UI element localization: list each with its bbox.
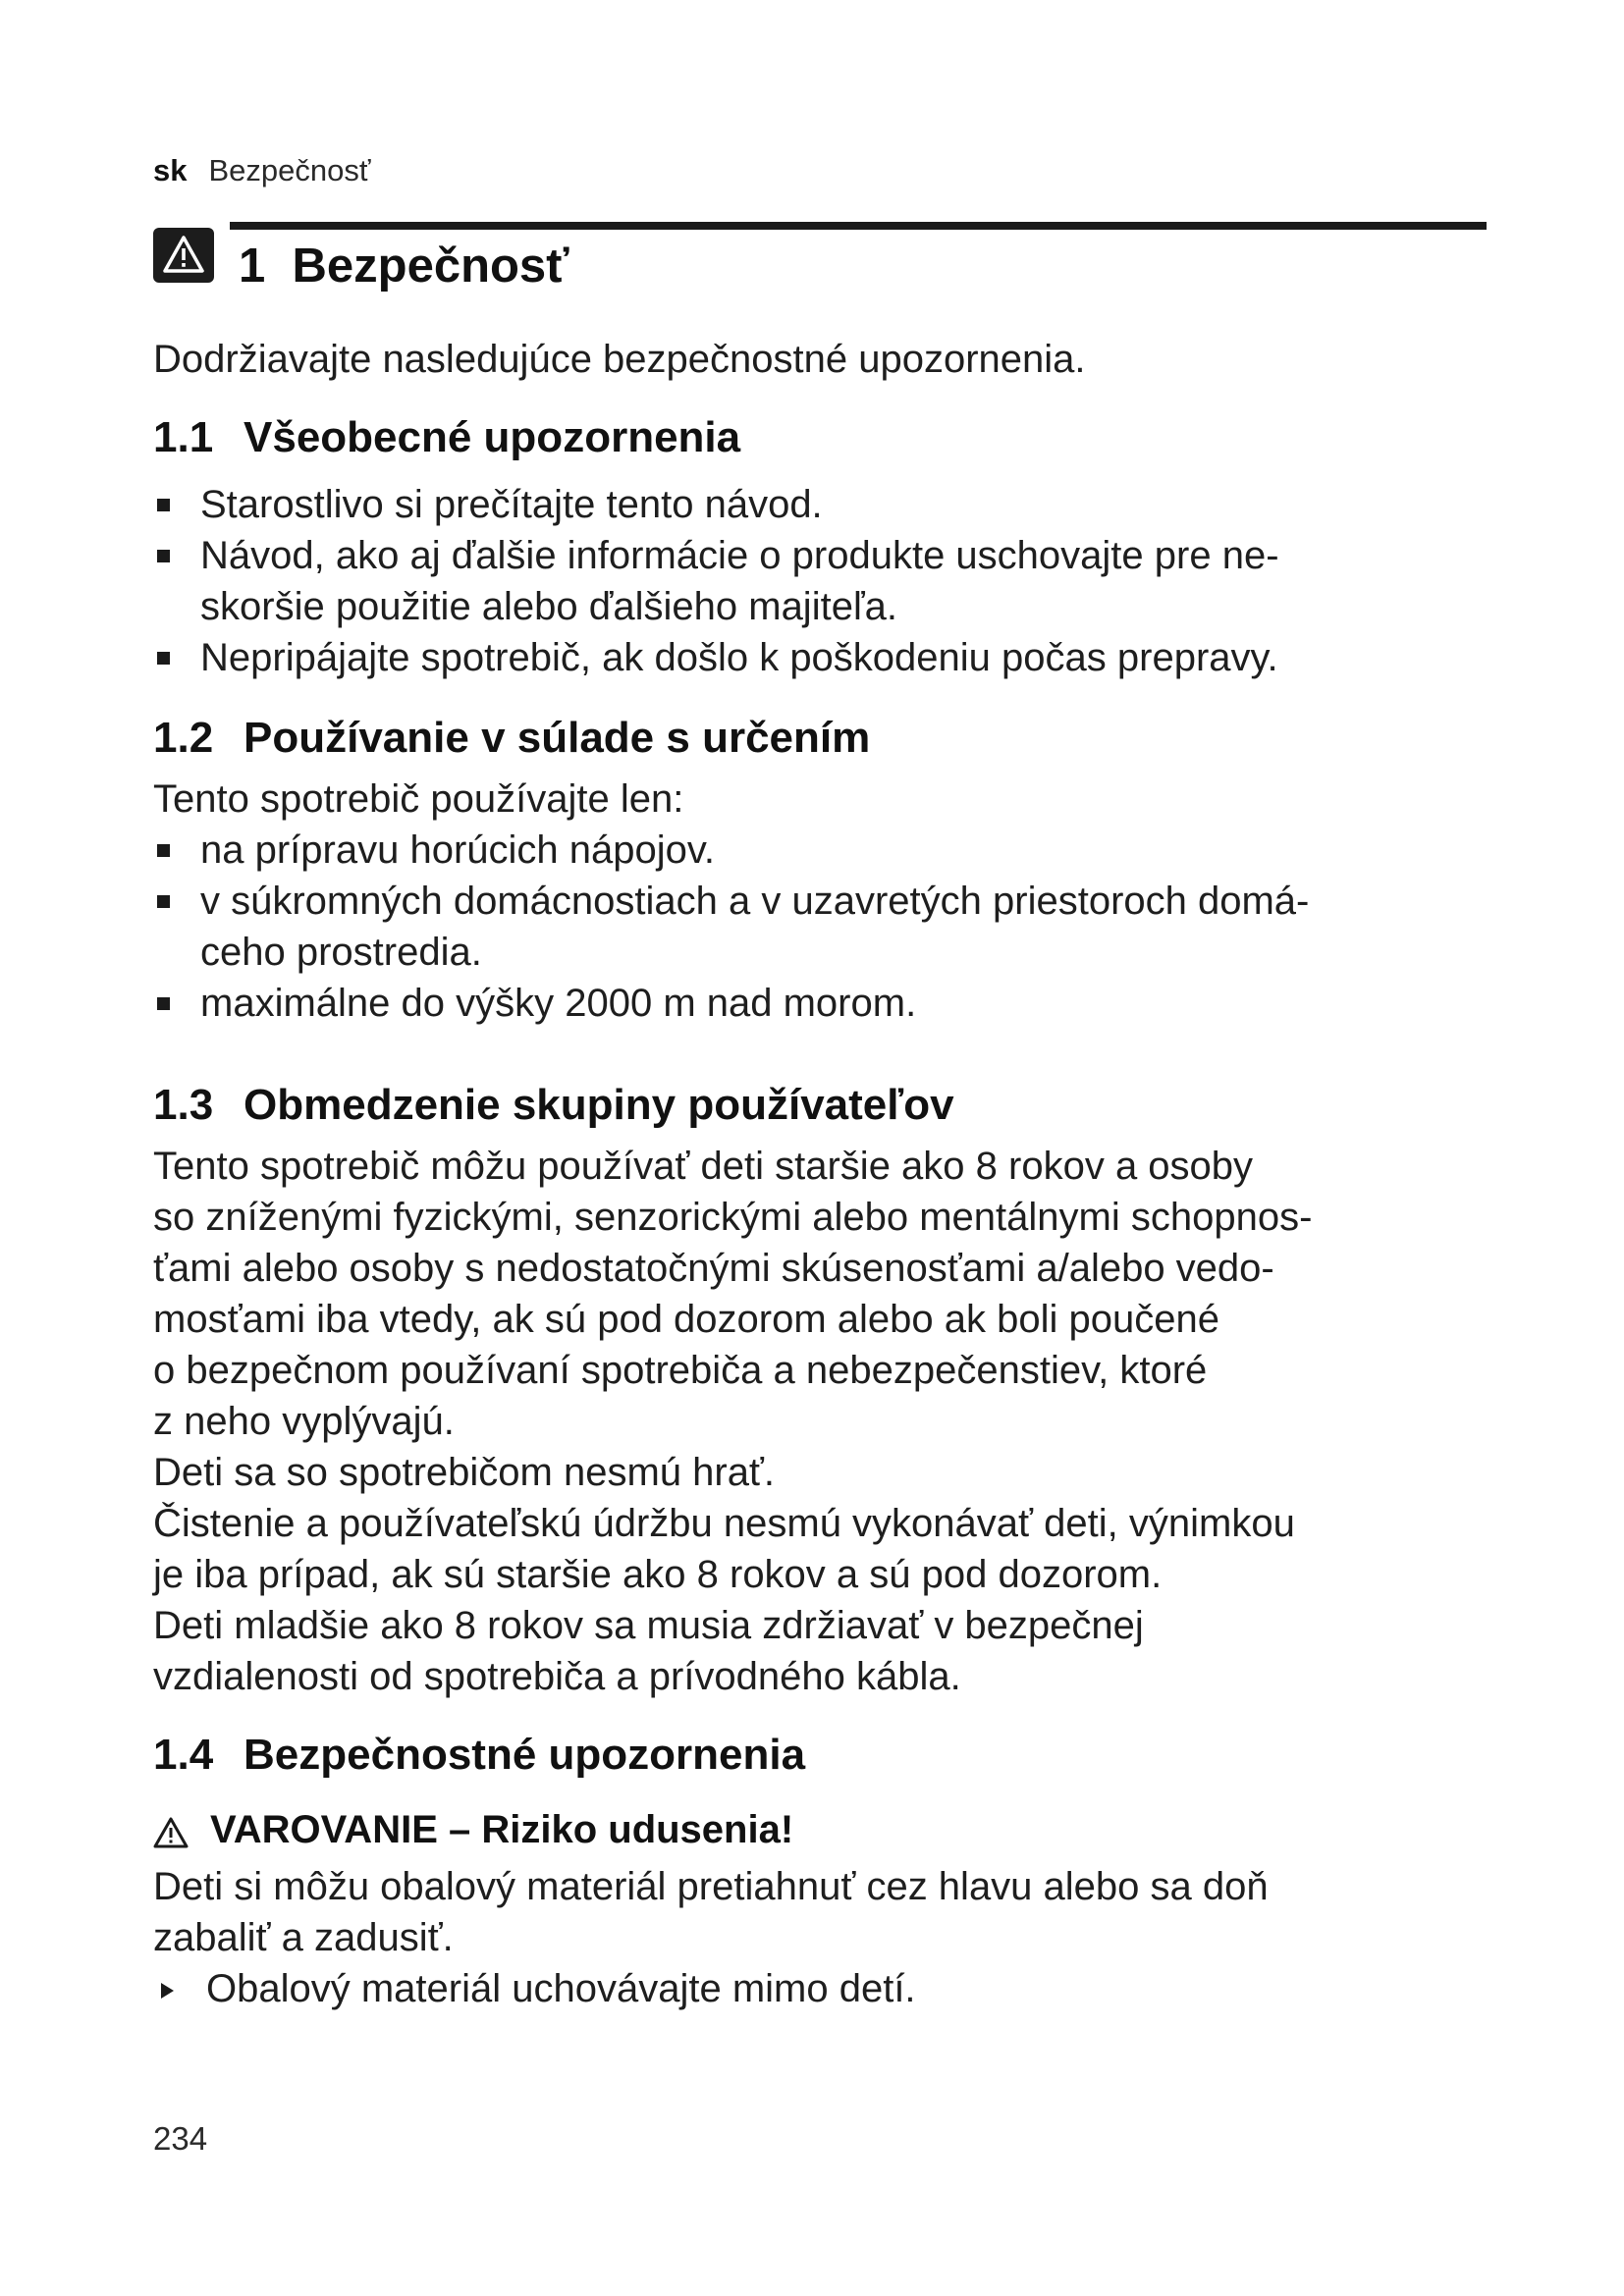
paragraph-line: so zníženými fyzickými, senzorickými alebo mentálnymi schopnos-: [153, 1196, 1313, 1239]
list-item-text: v súkromných domácnostiach a v uzavretých priestoroch domá-: [200, 880, 1310, 923]
page-content: [153, 334, 1498, 2014]
action-text: Obalový materiál uchovávajte mimo detí.: [206, 1967, 916, 2010]
bullet-icon: [157, 652, 170, 665]
list-item-text: na prípravu horúcich nápojov.: [200, 828, 716, 872]
section-number: 1.1: [153, 413, 214, 461]
bullet-icon: [157, 895, 170, 908]
intended-use-list: [153, 825, 1498, 1029]
paragraph-line: z neho vyplývajú.: [153, 1400, 455, 1443]
list-item: [153, 530, 1498, 632]
bullet-icon: [157, 550, 170, 562]
bullet-icon: [157, 997, 170, 1010]
list-item-text-cont: skoršie použitie alebo ďalšieho majiteľa.: [200, 585, 897, 628]
warning-title-text: VAROVANIE – Riziko udusenia!: [210, 1808, 794, 1851]
intro-text: Dodržiavajte nasledujúce bezpečnostné upozornenia.: [153, 338, 1086, 381]
user-restriction-text: [153, 1141, 1498, 1702]
paragraph-line: Deti mladšie ako 8 rokov sa musia zdržiavať v bezpečnej: [153, 1604, 1144, 1647]
paragraph-line: ťami alebo osoby s nedostatočnými skúsenosťami a/alebo vedo-: [153, 1247, 1274, 1290]
warning-heading: [153, 1804, 1498, 1861]
running-header: [153, 153, 371, 188]
list-item: [153, 632, 1498, 683]
paragraph-line: Tento spotrebič môžu používať deti staršie ako 8 rokov a osoby: [153, 1145, 1254, 1188]
section-heading-1-2: [153, 711, 1498, 766]
paragraph-line: o bezpečnom používaní spotrebiča a nebezpečenstiev, ktoré: [153, 1349, 1208, 1392]
paragraph-line: Čistenie a používateľskú údržbu nesmú vykonávať deti, výnimkou: [153, 1502, 1295, 1545]
section-heading-1-3: [153, 1078, 1498, 1133]
paragraph-line: vzdialenosti od spotrebiča a prívodného kábla.: [153, 1655, 961, 1698]
header-section: Bezpečnosť: [208, 153, 371, 187]
warning-badge-icon: [153, 228, 214, 283]
chapter-rule: [230, 222, 1487, 230]
section-title: Obmedzenie skupiny používateľov: [244, 1081, 954, 1129]
paragraph-line: je iba prípad, ak sú staršie ako 8 rokov a sú pod dozorom.: [153, 1553, 1163, 1596]
section-title: Používanie v súlade s určením: [244, 714, 871, 762]
page-number: 234: [153, 2120, 208, 2157]
section-heading-1-4: [153, 1728, 1498, 1783]
section-heading-1-1: [153, 410, 1498, 465]
chapter-title: [239, 239, 569, 294]
warning-line: Deti si môžu obalový materiál pretiahnuť cez hlavu alebo sa doň: [153, 1865, 1269, 1908]
list-item: [153, 978, 1498, 1029]
chapter-title-text: Bezpečnosť: [292, 240, 569, 293]
bullet-icon: [157, 499, 170, 511]
section-title: Bezpečnostné upozornenia: [244, 1731, 806, 1779]
list-item: [153, 479, 1498, 530]
arrow-right-icon: [161, 1983, 174, 1999]
language-code: sk: [153, 153, 188, 187]
paragraph-line: Deti sa so spotrebičom nesmú hrať.: [153, 1451, 776, 1494]
bullet-icon: [157, 844, 170, 857]
section-number: 1.4: [153, 1731, 214, 1779]
list-item-text: Starostlivo si prečítajte tento návod.: [200, 483, 823, 526]
list-item: [153, 825, 1498, 876]
chapter-number: 1: [239, 240, 266, 293]
warning-triangle-icon: [153, 1810, 189, 1861]
list-item-text-cont: ceho prostredia.: [200, 931, 482, 974]
warning-line: zabaliť a zadusiť.: [153, 1916, 454, 1959]
intended-use-lead: Tento spotrebič používajte len:: [153, 777, 684, 821]
list-item: [153, 876, 1498, 978]
general-warnings-list: [153, 479, 1498, 683]
paragraph-line: mosťami iba vtedy, ak sú pod dozorom alebo ak boli poučené: [153, 1298, 1219, 1341]
action-step: [153, 1963, 1498, 2014]
list-item-text: Návod, ako aj ďalšie informácie o produkte uschovajte pre ne-: [200, 534, 1279, 577]
list-item-text: maximálne do výšky 2000 m nad morom.: [200, 982, 917, 1025]
list-item-text: Nepripájajte spotrebič, ak došlo k poškodeniu počas prepravy.: [200, 636, 1278, 679]
section-title: Všeobecné upozornenia: [244, 413, 741, 461]
section-number: 1.2: [153, 714, 214, 762]
section-number: 1.3: [153, 1081, 214, 1129]
